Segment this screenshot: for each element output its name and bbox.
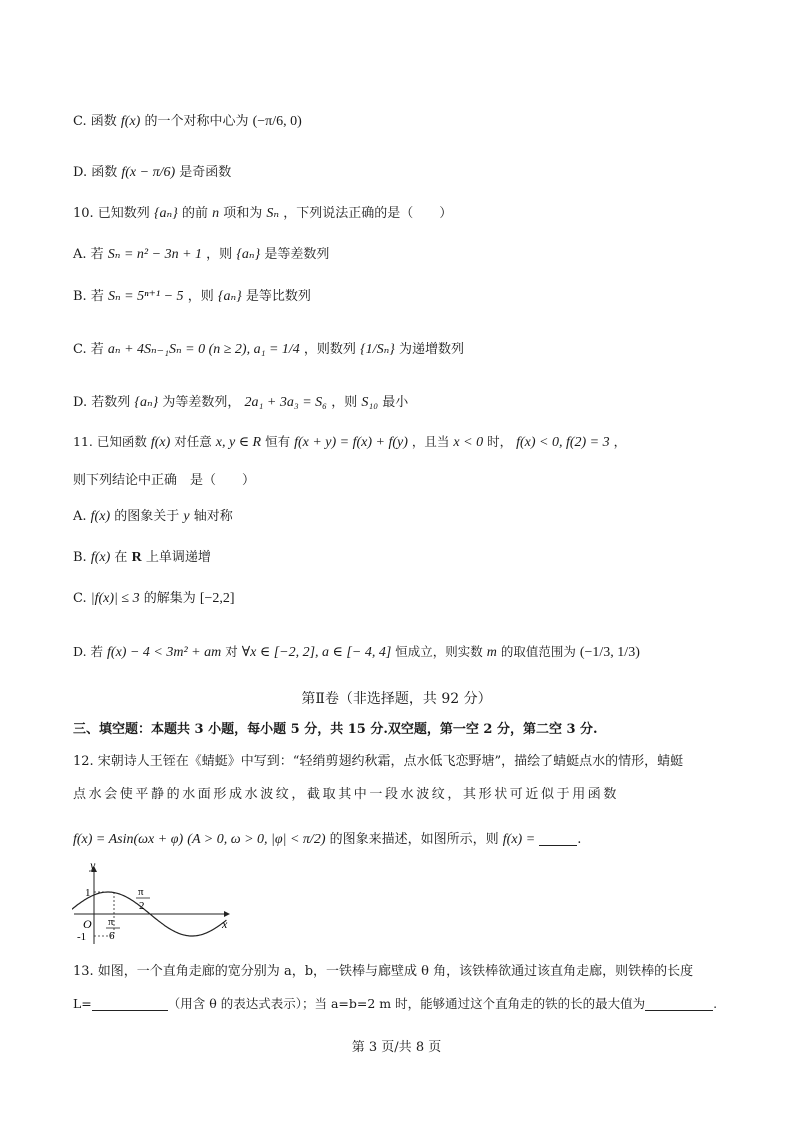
math-expression: ∀x ∈ [−2, 2], a ∈ [− 4, 4]	[241, 645, 392, 660]
math-expression: f(x) − 4 < 3m² + am	[107, 645, 222, 660]
math-expression: (−1/3, 1/3)	[579, 645, 640, 660]
math-expression: x, y ∈ R	[215, 435, 262, 450]
math-expression: f(x) < 0, f(2) = 3	[516, 435, 610, 450]
answer-blank[interactable]	[92, 996, 168, 1011]
tick-label-pi6-num: π	[108, 916, 114, 928]
section-title: 第Ⅱ卷（非选择题，共 92 分）	[301, 691, 492, 707]
math-expression: m	[486, 645, 497, 660]
math-expression: [−2,2]	[199, 591, 235, 606]
math-expression: f(x) = Asin(ωx + φ)	[73, 832, 184, 847]
q10-option-c: C. 若 aₙ + 4Sₙ₋₁Sₙ = 0 (n ≥ 2), a₁ = 1/4 ，则数列 {1/Sₙ} 为递增数列	[73, 342, 464, 357]
q11-stem-line2: 则下列结论中正确 是（ ）	[73, 473, 256, 488]
y-label: y	[90, 858, 96, 872]
q11-option-b: B. f(x) 在 R 上单调递增	[73, 550, 211, 565]
q12-line1: 12. 宋朝诗人王铚在《蜻蜓》中写到：“轻绡剪翅约秋霜，点水低飞恋野塘”，描绘了蜻蜓点水的情形，蜻蜓	[73, 754, 684, 769]
section-heading: 三、填空题：本题共 3 小题，每小题 5 分，共 15 分.双空题，第一空 2 分，第二空 3 分.	[73, 722, 598, 737]
q10-option-b: B. 若 Sₙ = 5ⁿ⁺¹ − 5 ，则 {aₙ} 是等比数列	[73, 289, 311, 304]
math-expression: x < 0	[453, 435, 484, 450]
q12-line3: f(x) = Asin(ωx + φ) (A > 0, ω > 0, |φ| < π/2) 的图象来描述，如图所示，则 f(x) = .	[73, 832, 582, 847]
q11-option-d: D. 若 f(x) − 4 < 3m² + am 对 ∀x ∈ [−2, 2], a ∈ [− 4, 4] 恒成立，则实数 m 的取值范围为 (−1/3, 1/3)	[73, 644, 640, 660]
q13-line2: L= （用含 θ 的表达式表示）；当 a=b=2 m 时，能够通过这个直角走的铁的长的最大值为 .	[73, 996, 718, 1011]
tick-label-neg-one: -1	[77, 931, 87, 943]
q10-option-a: A. 若 Sₙ = n² − 3n + 1 ，则 {aₙ} 是等差数列	[73, 247, 330, 262]
q9-option-c: C. 函数 f(x) 的一个对称中心为 (−π/6, 0)	[73, 114, 302, 129]
math-expression: (A > 0, ω > 0, |φ| < π/2)	[187, 832, 326, 847]
sine-graph	[72, 858, 242, 948]
math-expression: Sₙ = n² − 3n + 1	[107, 247, 203, 262]
q13-line1: 13. 如图，一个直角走廊的宽分别为 a，b，一铁棒与廊壁成 θ 角，该铁棒欲通过该直角走廊，则铁棒的长度	[73, 964, 694, 979]
q10-option-d: D. 若数列 {aₙ} 为等差数列， 2a₁ + 3a₃ = S₆ ，则 S₁₀ 最小	[73, 395, 409, 410]
answer-blank[interactable]	[539, 831, 577, 846]
tick-label-pi6-den: 6	[109, 930, 115, 942]
math-expression: {aₙ}	[236, 247, 261, 262]
math-expression: aₙ + 4Sₙ₋₁Sₙ = 0 (n ≥ 2), a₁ = 1/4	[107, 342, 300, 357]
math-expression: S₁₀	[361, 395, 379, 410]
math-expression: f(x)	[90, 509, 111, 524]
math-expression: {aₙ}	[153, 206, 178, 221]
q11-stem: 11. 已知函数 f(x) 对任意 x, y ∈ R 恒有 f(x + y) = f(x) + f(y) ，且当 x < 0 时， f(x) < 0, f(2) = 3 ，	[73, 434, 627, 450]
math-expression: f(x + y) = f(x) + f(y)	[294, 435, 408, 450]
q12-line2: 点水会使平静的水面形成水波纹，截取其中一段水波纹，其形状可近似于用函数	[73, 787, 620, 802]
tick-label-pi2-den: 2	[139, 900, 145, 912]
math-expression: n	[212, 206, 220, 221]
math-expression: f(x − π/6)	[121, 165, 176, 180]
math-expression: f(x)	[120, 114, 141, 129]
math-expression: R	[131, 550, 142, 565]
math-expression: Sₙ = 5ⁿ⁺¹ − 5	[107, 289, 184, 304]
q11-option-c: C. |f(x)| ≤ 3 的解集为 [−2,2]	[73, 591, 235, 606]
q10-stem: 10. 已知数列 {aₙ} 的前 n 项和为 Sₙ ，下列说法正确的是（ ）	[73, 206, 453, 221]
math-expression: |f(x)| ≤ 3	[90, 591, 140, 606]
math-expression: f(x) =	[502, 832, 536, 847]
q9-option-d: D. 函数 f(x − π/6) 是奇函数	[73, 165, 232, 180]
math-expression: (−π/6, 0)	[252, 114, 302, 129]
origin-label: O	[83, 917, 92, 931]
page-footer: 第 3 页/共 8 页	[351, 1040, 442, 1055]
math-expression: {aₙ}	[134, 395, 159, 410]
answer-blank[interactable]	[645, 996, 713, 1011]
math-expression: f(x)	[150, 435, 171, 450]
math-expression: {aₙ}	[217, 289, 242, 304]
math-expression: f(x)	[90, 550, 111, 565]
tick-label-pi2-num: π	[138, 886, 144, 898]
math-expression: 2a₁ + 3a₃ = S₆	[244, 395, 328, 410]
x-label: x	[222, 917, 228, 931]
q11-option-a: A. f(x) 的图象关于 y 轴对称	[73, 509, 233, 524]
math-expression: y	[183, 509, 190, 524]
math-expression: Sₙ	[266, 206, 280, 221]
math-expression: {1/Sₙ}	[360, 342, 395, 357]
tick-label-one: 1	[85, 887, 91, 899]
